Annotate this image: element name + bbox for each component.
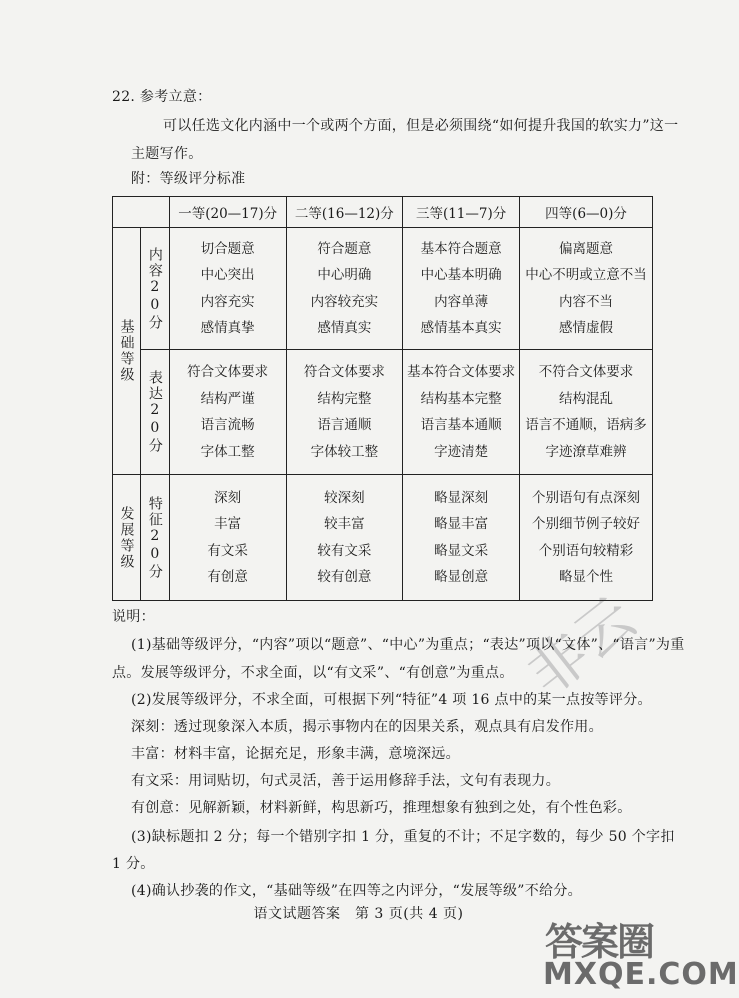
group-basic-label: 基础等级 [118,319,135,383]
logo-text-top: 答案圈 [545,919,654,964]
note-literary: 有文采：用词贴切，句式灵活，善于运用修辞手法，文句有表现力。 [131,773,560,789]
grade-cell [169,475,286,601]
cell-item: 语言通顺 [317,417,372,433]
note-1a: (1)基础等级评分，“内容”项以“题意”、“中心”为重点；“表达”项以“文体”、“语言”为重 [131,637,685,653]
grade-cell [286,350,403,475]
group-dev-label: 发展等级 [118,505,135,570]
cell-item: 感情真实 [317,320,372,336]
cell-item: 个别细节例子较好 [532,516,641,532]
note-3b: 1 分。 [112,856,155,872]
row-label: 表达20分 [146,370,163,454]
cell-item: 偏离题意 [559,240,614,257]
cell-item: 较深刻 [324,489,365,506]
cell-item: 基本符合题意 [420,240,502,257]
intro-line-1: 可以任选文化内涵中一个或两个方面，但是必须围绕“如何提升我国的软实力”这一 [163,118,679,134]
note-1b: 点。发展等级评分，不求全面，以“有文采”、“有创意”为重点。 [112,665,514,681]
cell-item: 感情基本真实 [420,320,502,336]
cell-item: 略显深刻 [434,489,489,506]
cell-item: 中心基本明确 [420,267,502,283]
question-heading: 22. 参考立意： [112,89,212,105]
grade-cell [286,228,403,350]
cell-item: 内容充实 [200,293,255,310]
table-row-expression [113,350,653,475]
watermark: 非云 [514,583,648,709]
cell-item: 略显文采 [434,542,489,559]
page-footer: 语文试题答案 第 3 页(共 4 页) [253,906,464,922]
note-3a: (3)缺标题扣 2 分；每一个错别字扣 1 分，重复的不计；不足字数的，每少 50 个字扣 [131,829,675,845]
note-2: (2)发展等级评分，不求全面，可根据下列“特征”4 项 16 点中的某一点按等评分。 [131,692,652,708]
table-row-content [113,228,653,350]
group-basic-cell [113,228,141,475]
grade-cell [403,228,520,350]
row-label-cell [140,228,169,350]
cell-item: 语言基本通顺 [420,417,502,433]
grade-cell [520,350,653,475]
cell-item: 切合题意 [200,240,255,257]
group-dev-cell [113,475,141,601]
cell-item: 语言流畅 [200,417,255,433]
grade-cell [403,475,520,601]
cell-item: 中心不明或立意不当 [525,267,647,283]
cell-item: 符合题意 [317,240,372,257]
cell-item: 结构混乱 [559,390,614,407]
header-grade-3: 三等(11—7)分 [403,197,520,228]
grade-cell [520,475,653,601]
row-label-cell [140,475,169,601]
cell-item: 有创意 [207,569,248,585]
header-blank [113,197,170,228]
cell-item: 结构基本完整 [420,390,502,407]
cell-item: 中心突出 [200,267,255,283]
cell-item: 深刻 [214,489,242,506]
attachment-label: 附：等级评分标准 [131,171,246,187]
cell-item: 个别语句较精彩 [538,542,634,559]
cell-item: 结构完整 [317,390,372,407]
cell-item: 字迹清楚 [434,443,489,460]
note-deep: 深刻：透过现象深入本质，揭示事物内在的因果关系，观点具有启发作用。 [131,719,603,735]
grade-cell [520,228,653,350]
cell-item: 较有创意 [317,569,372,585]
cell-item: 不符合文体要求 [538,364,634,380]
grade-cell [286,475,403,601]
cell-item: 内容不当 [559,293,614,310]
row-label: 特征20分 [146,495,163,580]
grade-cell [169,350,286,475]
header-grade-4: 四等(6—0)分 [520,197,653,228]
row-label-cell [140,350,169,475]
notes-title: 说明： [112,609,155,625]
grade-cell [403,350,520,475]
header-grade-2: 二等(16—12)分 [286,197,403,228]
cell-item: 字体工整 [200,443,255,460]
table-header-row [113,197,653,228]
cell-item: 字迹潦草难辨 [545,443,627,460]
table-row-features [113,475,653,601]
note-4: (4)确认抄袭的作文，“基础等级”在四等之内评分，“发展等级”不给分。 [131,883,582,899]
cell-item: 略显个性 [559,569,614,585]
cell-item: 感情真挚 [200,320,255,336]
grade-cell [169,228,286,350]
cell-item: 略显丰富 [434,516,489,532]
cell-item: 中心明确 [317,267,372,283]
intro-line-2: 主题写作。 [131,146,203,162]
cell-item: 有文采 [207,542,248,559]
cell-item: 感情虚假 [559,320,614,336]
note-creative: 有创意：见解新颖，材料新鲜，构思新巧，推理想象有独到之处，有个性色彩。 [131,800,632,816]
note-rich: 丰富：材料丰富，论据充足，形象丰满，意境深远。 [131,746,460,762]
cell-item: 字体较工整 [310,443,379,460]
cell-item: 丰富 [214,516,242,532]
cell-item: 语言不通顺，语病多 [525,417,647,433]
cell-item: 个别语句有点深刻 [532,489,641,506]
logo-text-bottom: MXQE.COM [543,957,739,992]
cell-item: 略显创意 [434,569,489,585]
grading-table [112,196,653,601]
cell-item: 较丰富 [324,516,365,532]
row-label: 内容20分 [146,246,163,331]
cell-item: 较有文采 [317,542,372,559]
cell-item: 符合文体要求 [303,364,385,380]
cell-item: 内容较充实 [310,293,379,310]
cell-item: 内容单薄 [434,293,489,310]
cell-item: 符合文体要求 [187,364,269,380]
cell-item: 基本符合文体要求 [407,364,516,380]
cell-item: 结构严谨 [200,390,255,407]
site-logo [541,911,739,992]
header-grade-1: 一等(20—17)分 [169,197,286,228]
